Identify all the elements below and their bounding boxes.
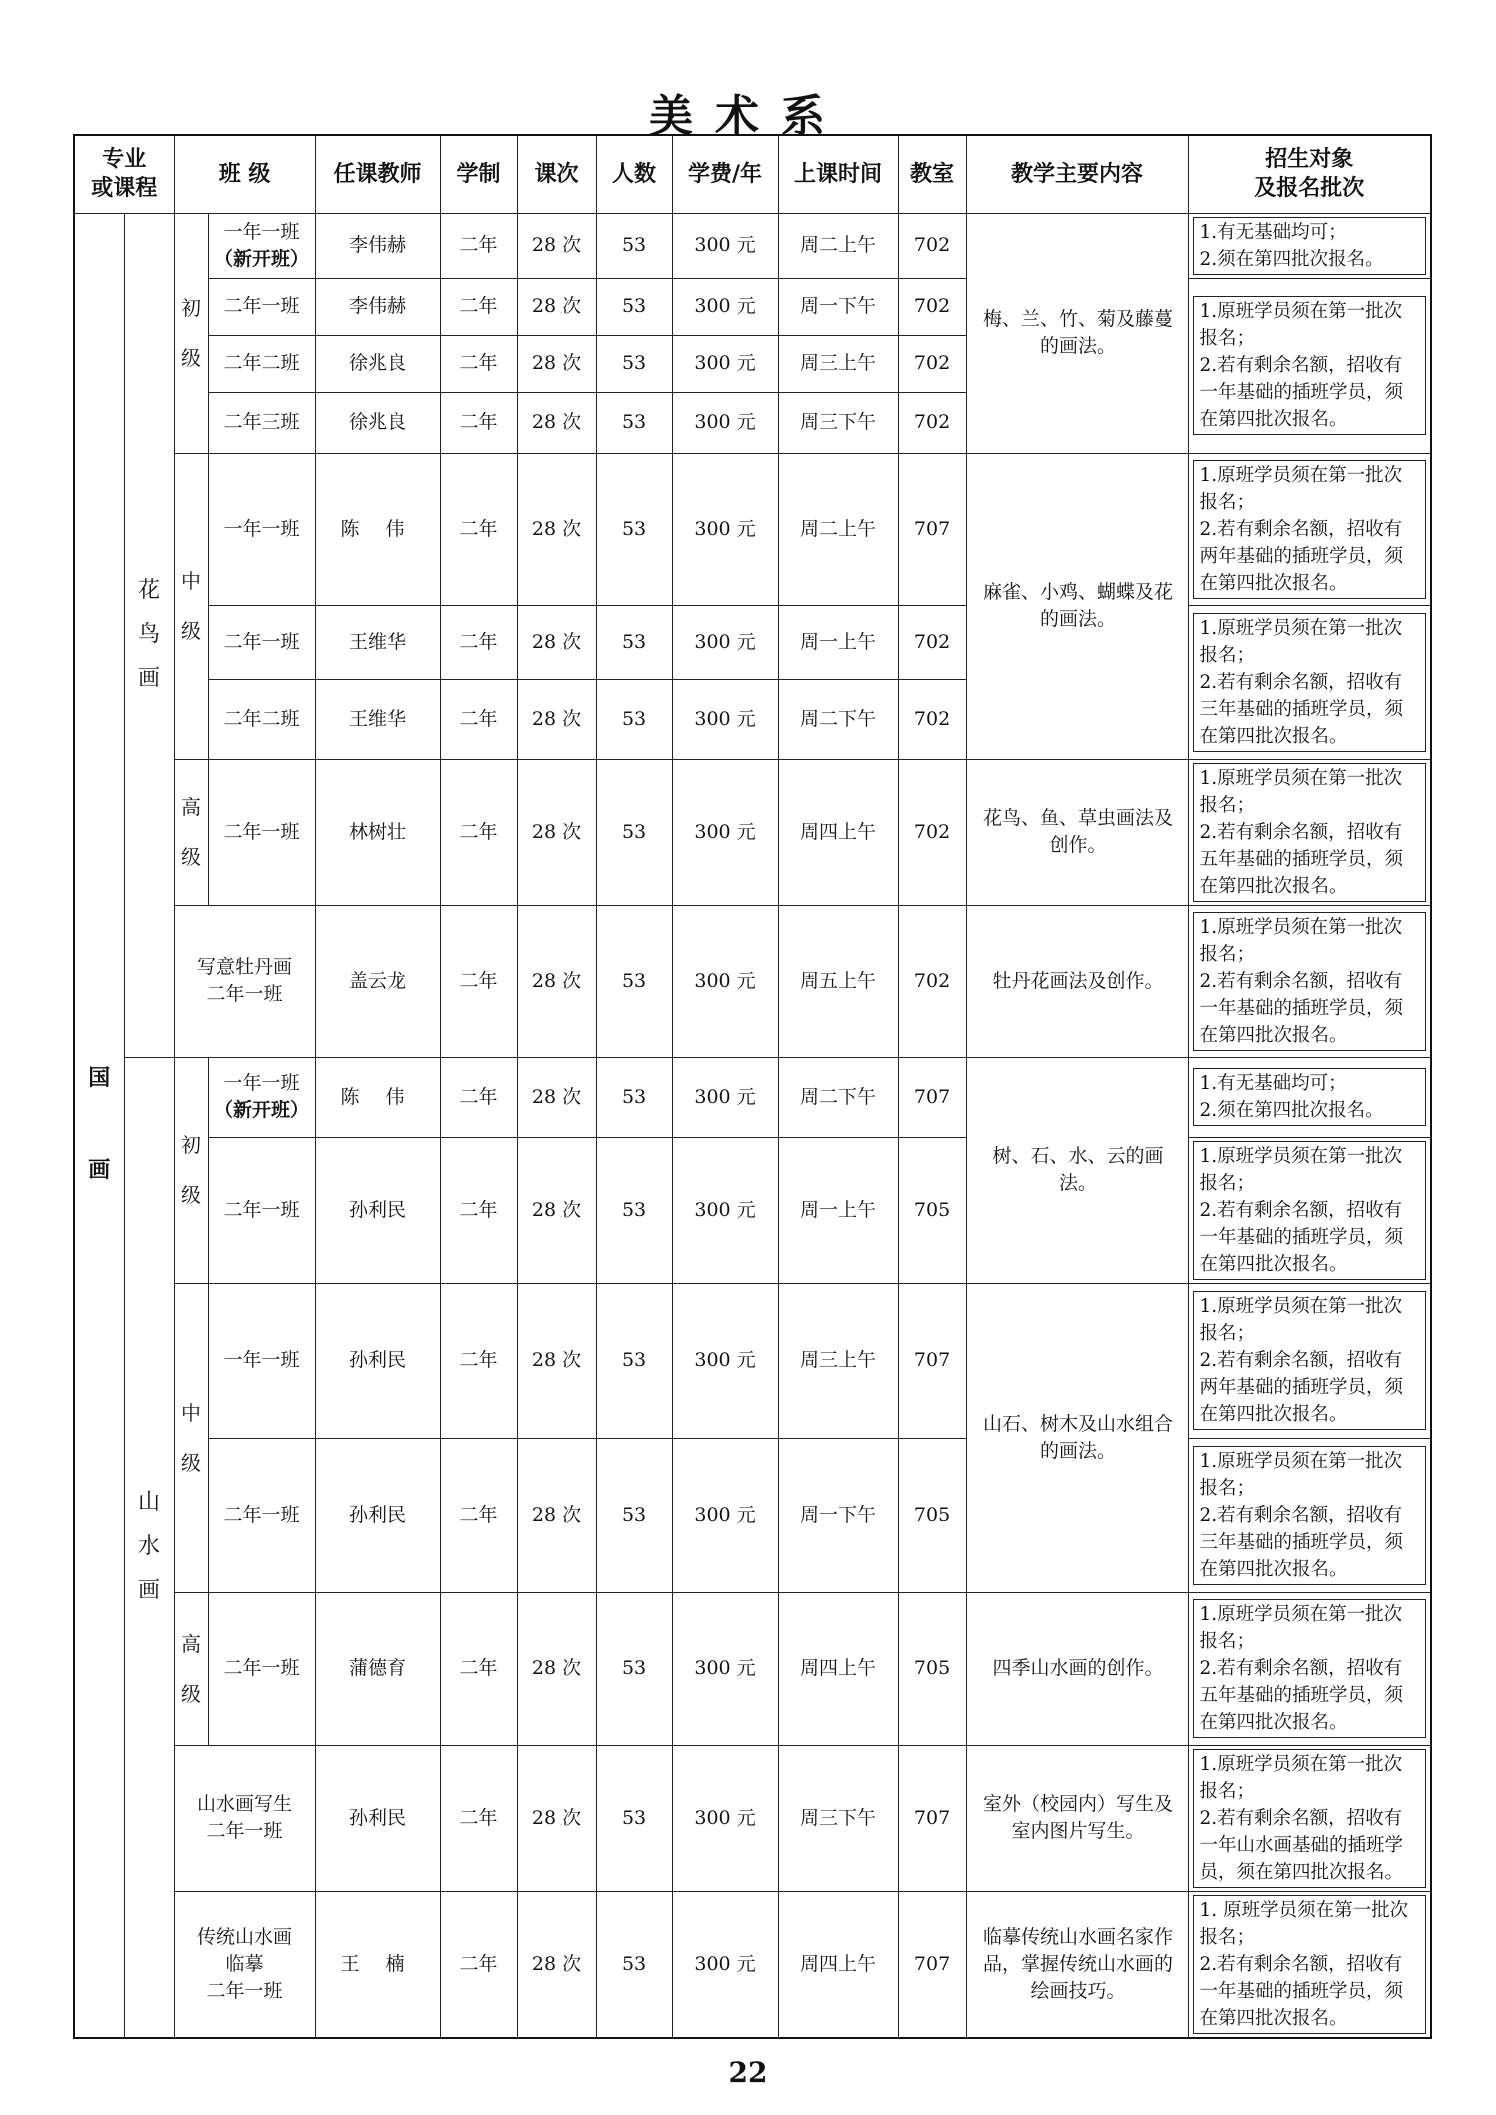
fee-cell: 300 元 xyxy=(672,605,778,679)
time-cell: 周二上午 xyxy=(778,453,898,605)
count-cell: 53 xyxy=(596,392,672,453)
teacher-cell: 孙利民 xyxy=(315,1745,440,1891)
level-beginner: 初 级 xyxy=(174,1057,208,1283)
fee-cell: 300 元 xyxy=(672,905,778,1057)
count-cell: 53 xyxy=(596,335,672,392)
duration-cell: 二年 xyxy=(440,679,517,759)
content-cell: 临摹传统山水画名家作品，掌握传统山水画的绘画技巧。 xyxy=(966,1891,1188,2038)
level-advanced: 高 级 xyxy=(174,1592,208,1745)
room-cell: 707 xyxy=(898,1057,966,1137)
subject-flower-bird: 花 鸟 画 xyxy=(124,213,174,1057)
class-cell: 二年三班 xyxy=(208,392,315,453)
fee-cell: 300 元 xyxy=(672,1745,778,1891)
time-cell: 周四上午 xyxy=(778,759,898,905)
level-intermediate: 中 级 xyxy=(174,453,208,759)
target-cell: 1.原班学员须在第一批次报名； 2.若有剩余名额，招收有一年基础的插班学员，须在第四批次报名。 xyxy=(1188,905,1431,1057)
teacher-cell: 孙利民 xyxy=(315,1137,440,1283)
fee-cell: 300 元 xyxy=(672,759,778,905)
fee-cell: 300 元 xyxy=(672,392,778,453)
fee-cell: 300 元 xyxy=(672,1891,778,2038)
content-cell: 四季山水画的创作。 xyxy=(966,1592,1188,1745)
duration-cell: 二年 xyxy=(440,213,517,278)
table-row xyxy=(74,1283,1431,1438)
room-cell: 705 xyxy=(898,1438,966,1592)
count-cell: 53 xyxy=(596,605,672,679)
class-cell: 一年一班 xyxy=(208,1283,315,1438)
count-cell: 53 xyxy=(596,278,672,335)
count-cell: 53 xyxy=(596,1745,672,1891)
time-cell: 周四上午 xyxy=(778,1891,898,2038)
table-row xyxy=(74,759,1431,905)
table-row xyxy=(74,1891,1431,2038)
count-cell: 53 xyxy=(596,1137,672,1283)
level-beginner: 初 级 xyxy=(174,213,208,453)
content-cell: 麻雀、小鸡、蝴蝶及花的画法。 xyxy=(966,453,1188,759)
sessions-cell: 28 次 xyxy=(517,1592,596,1745)
teacher-cell: 徐兆良 xyxy=(315,392,440,453)
target-cell: 1.有无基础均可； 2.须在第四批次报名。 xyxy=(1188,1057,1431,1137)
department-cell: 国 画 xyxy=(74,213,124,2038)
duration-cell: 二年 xyxy=(440,1438,517,1592)
duration-cell: 二年 xyxy=(440,905,517,1057)
duration-cell: 二年 xyxy=(440,1891,517,2038)
table-row xyxy=(74,1745,1431,1891)
table-row xyxy=(74,213,1431,278)
table-row xyxy=(74,453,1431,605)
room-cell: 702 xyxy=(898,278,966,335)
time-cell: 周二下午 xyxy=(778,679,898,759)
room-cell: 705 xyxy=(898,1592,966,1745)
duration-cell: 二年 xyxy=(440,605,517,679)
teacher-cell: 王维华 xyxy=(315,679,440,759)
header-content: 教学主要内容 xyxy=(966,135,1188,213)
class-cell: 二年一班 xyxy=(208,759,315,905)
teacher-cell: 陈 伟 xyxy=(315,1057,440,1137)
table-row xyxy=(74,905,1431,1057)
target-cell: 1.原班学员须在第一批次报名； 2.若有剩余名额，招收有三年基础的插班学员，须在第四批次报名。 xyxy=(1188,1438,1431,1592)
time-cell: 周一上午 xyxy=(778,605,898,679)
room-cell: 705 xyxy=(898,1137,966,1283)
room-cell: 707 xyxy=(898,453,966,605)
room-cell: 707 xyxy=(898,1283,966,1438)
class-cell: 二年二班 xyxy=(208,335,315,392)
sessions-cell: 28 次 xyxy=(517,1891,596,2038)
room-cell: 702 xyxy=(898,605,966,679)
sessions-cell: 28 次 xyxy=(517,453,596,605)
fee-cell: 300 元 xyxy=(672,1592,778,1745)
teacher-cell: 王 楠 xyxy=(315,1891,440,2038)
count-cell: 53 xyxy=(596,905,672,1057)
time-cell: 周三下午 xyxy=(778,1745,898,1891)
sessions-cell: 28 次 xyxy=(517,679,596,759)
sessions-cell: 28 次 xyxy=(517,1137,596,1283)
sessions-cell: 28 次 xyxy=(517,905,596,1057)
fee-cell: 300 元 xyxy=(672,213,778,278)
header-target: 招生对象 及报名批次 xyxy=(1188,135,1431,213)
table-row xyxy=(74,278,1431,335)
teacher-cell: 李伟赫 xyxy=(315,278,440,335)
teacher-cell: 徐兆良 xyxy=(315,335,440,392)
sessions-cell: 28 次 xyxy=(517,278,596,335)
count-cell: 53 xyxy=(596,1283,672,1438)
room-cell: 702 xyxy=(898,905,966,1057)
subject-landscape: 山 水 画 xyxy=(124,1057,174,2038)
target-cell: 1.原班学员须在第一批次报名； 2.若有剩余名额，招收有两年基础的插班学员，须在第四批次报名。 xyxy=(1188,1283,1431,1438)
room-cell: 702 xyxy=(898,213,966,278)
fee-cell: 300 元 xyxy=(672,335,778,392)
teacher-cell: 林树壮 xyxy=(315,759,440,905)
room-cell: 702 xyxy=(898,392,966,453)
teacher-cell: 孙利民 xyxy=(315,1438,440,1592)
class-cell: 一年一班 （新开班） xyxy=(208,1057,315,1137)
target-cell: 1.原班学员须在第一批次报名； 2.若有剩余名额，招收有一年山水画基础的插班学员，须在第四批次报名。 xyxy=(1188,1745,1431,1891)
count-cell: 53 xyxy=(596,1891,672,2038)
sessions-cell: 28 次 xyxy=(517,605,596,679)
header-major: 专业 或课程 xyxy=(74,135,174,213)
teacher-cell: 王维华 xyxy=(315,605,440,679)
fee-cell: 300 元 xyxy=(672,1137,778,1283)
class-cell: 二年一班 xyxy=(208,1137,315,1283)
duration-cell: 二年 xyxy=(440,1745,517,1891)
content-cell: 室外（校园内）写生及室内图片写生。 xyxy=(966,1745,1188,1891)
table-row xyxy=(74,1057,1431,1137)
room-cell: 702 xyxy=(898,335,966,392)
time-cell: 周三上午 xyxy=(778,1283,898,1438)
sessions-cell: 28 次 xyxy=(517,1057,596,1137)
count-cell: 53 xyxy=(596,759,672,905)
table-row xyxy=(74,605,1431,679)
time-cell: 周二上午 xyxy=(778,213,898,278)
content-cell: 树、石、水、云的画法。 xyxy=(966,1057,1188,1283)
sessions-cell: 28 次 xyxy=(517,1283,596,1438)
duration-cell: 二年 xyxy=(440,759,517,905)
time-cell: 周一下午 xyxy=(778,278,898,335)
teacher-cell: 李伟赫 xyxy=(315,213,440,278)
fee-cell: 300 元 xyxy=(672,1057,778,1137)
level-intermediate: 中 级 xyxy=(174,1283,208,1592)
content-cell: 山石、树木及山水组合的画法。 xyxy=(966,1283,1188,1592)
time-cell: 周四上午 xyxy=(778,1592,898,1745)
header-count: 人数 xyxy=(596,135,672,213)
count-cell: 53 xyxy=(596,679,672,759)
header-row xyxy=(74,135,1431,213)
duration-cell: 二年 xyxy=(440,278,517,335)
duration-cell: 二年 xyxy=(440,1283,517,1438)
time-cell: 周二下午 xyxy=(778,1057,898,1137)
target-cell: 1.原班学员须在第一批次报名； 2.若有剩余名额，招收有一年基础的插班学员，须在第四批次报名。 xyxy=(1188,1137,1431,1283)
target-cell: 1.有无基础均可； 2.须在第四批次报名。 xyxy=(1188,213,1431,278)
target-cell: 1.原班学员须在第一批次报名； 2.若有剩余名额，招收有一年基础的插班学员，须在第四批次报名。 xyxy=(1188,278,1431,453)
time-cell: 周三上午 xyxy=(778,335,898,392)
header-time: 上课时间 xyxy=(778,135,898,213)
target-cell: 1.原班学员须在第一批次报名； 2.若有剩余名额，招收有两年基础的插班学员，须在第四批次报名。 xyxy=(1188,453,1431,605)
header-class: 班 级 xyxy=(174,135,315,213)
duration-cell: 二年 xyxy=(440,1137,517,1283)
room-cell: 702 xyxy=(898,679,966,759)
header-teacher: 任课教师 xyxy=(315,135,440,213)
fee-cell: 300 元 xyxy=(672,453,778,605)
course-schedule-table xyxy=(73,134,1432,2039)
teacher-cell: 蒲德育 xyxy=(315,1592,440,1745)
teacher-cell: 陈 伟 xyxy=(315,453,440,605)
fee-cell: 300 元 xyxy=(672,278,778,335)
duration-cell: 二年 xyxy=(440,335,517,392)
duration-cell: 二年 xyxy=(440,1057,517,1137)
sessions-cell: 28 次 xyxy=(517,392,596,453)
time-cell: 周一下午 xyxy=(778,1438,898,1592)
class-cell: 一年一班 xyxy=(208,453,315,605)
time-cell: 周一上午 xyxy=(778,1137,898,1283)
target-cell: 1.原班学员须在第一批次报名； 2.若有剩余名额，招收有三年基础的插班学员，须在第四批次报名。 xyxy=(1188,605,1431,759)
class-cell: 山水画写生 二年一班 xyxy=(174,1745,315,1891)
count-cell: 53 xyxy=(596,453,672,605)
table-row xyxy=(74,1438,1431,1592)
header-duration: 学制 xyxy=(440,135,517,213)
room-cell: 707 xyxy=(898,1745,966,1891)
sessions-cell: 28 次 xyxy=(517,759,596,905)
room-cell: 707 xyxy=(898,1891,966,2038)
level-advanced: 高 级 xyxy=(174,759,208,905)
content-cell: 牡丹花画法及创作。 xyxy=(966,905,1188,1057)
header-fee: 学费/年 xyxy=(672,135,778,213)
teacher-cell: 孙利民 xyxy=(315,1283,440,1438)
sessions-cell: 28 次 xyxy=(517,1438,596,1592)
header-room: 教室 xyxy=(898,135,966,213)
duration-cell: 二年 xyxy=(440,1592,517,1745)
class-cell: 二年一班 xyxy=(208,605,315,679)
class-cell: 写意牡丹画 二年一班 xyxy=(174,905,315,1057)
content-cell: 梅、兰、竹、菊及藤蔓的画法。 xyxy=(966,213,1188,453)
count-cell: 53 xyxy=(596,213,672,278)
target-cell: 1.原班学员须在第一批次报名； 2.若有剩余名额，招收有五年基础的插班学员，须在第四批次报名。 xyxy=(1188,759,1431,905)
table-row xyxy=(74,1137,1431,1283)
content-cell: 花鸟、鱼、草虫画法及创作。 xyxy=(966,759,1188,905)
count-cell: 53 xyxy=(596,1057,672,1137)
room-cell: 702 xyxy=(898,759,966,905)
class-cell: 传统山水画 临摹 二年一班 xyxy=(174,1891,315,2038)
duration-cell: 二年 xyxy=(440,453,517,605)
class-cell: 二年二班 xyxy=(208,679,315,759)
time-cell: 周三下午 xyxy=(778,392,898,453)
count-cell: 53 xyxy=(596,1438,672,1592)
target-cell: 1.原班学员须在第一批次报名； 2.若有剩余名额，招收有五年基础的插班学员，须在第四批次报名。 xyxy=(1188,1592,1431,1745)
time-cell: 周五上午 xyxy=(778,905,898,1057)
fee-cell: 300 元 xyxy=(672,1283,778,1438)
class-cell: 二年一班 xyxy=(208,1438,315,1592)
count-cell: 53 xyxy=(596,1592,672,1745)
target-cell: 1. 原班学员须在第一批次报名； 2.若有剩余名额，招收有一年基础的插班学员，须在第四批次报名。 xyxy=(1188,1891,1431,2038)
teacher-cell: 盖云龙 xyxy=(315,905,440,1057)
sessions-cell: 28 次 xyxy=(517,335,596,392)
fee-cell: 300 元 xyxy=(672,679,778,759)
sessions-cell: 28 次 xyxy=(517,213,596,278)
sessions-cell: 28 次 xyxy=(517,1745,596,1891)
class-cell: 一年一班 （新开班） xyxy=(208,213,315,278)
header-sessions: 课次 xyxy=(517,135,596,213)
page-number: 22 xyxy=(728,2056,768,2089)
duration-cell: 二年 xyxy=(440,392,517,453)
page-title: 美术系 xyxy=(649,91,847,142)
class-cell: 二年一班 xyxy=(208,278,315,335)
class-cell: 二年一班 xyxy=(208,1592,315,1745)
table-row xyxy=(74,1592,1431,1745)
fee-cell: 300 元 xyxy=(672,1438,778,1592)
